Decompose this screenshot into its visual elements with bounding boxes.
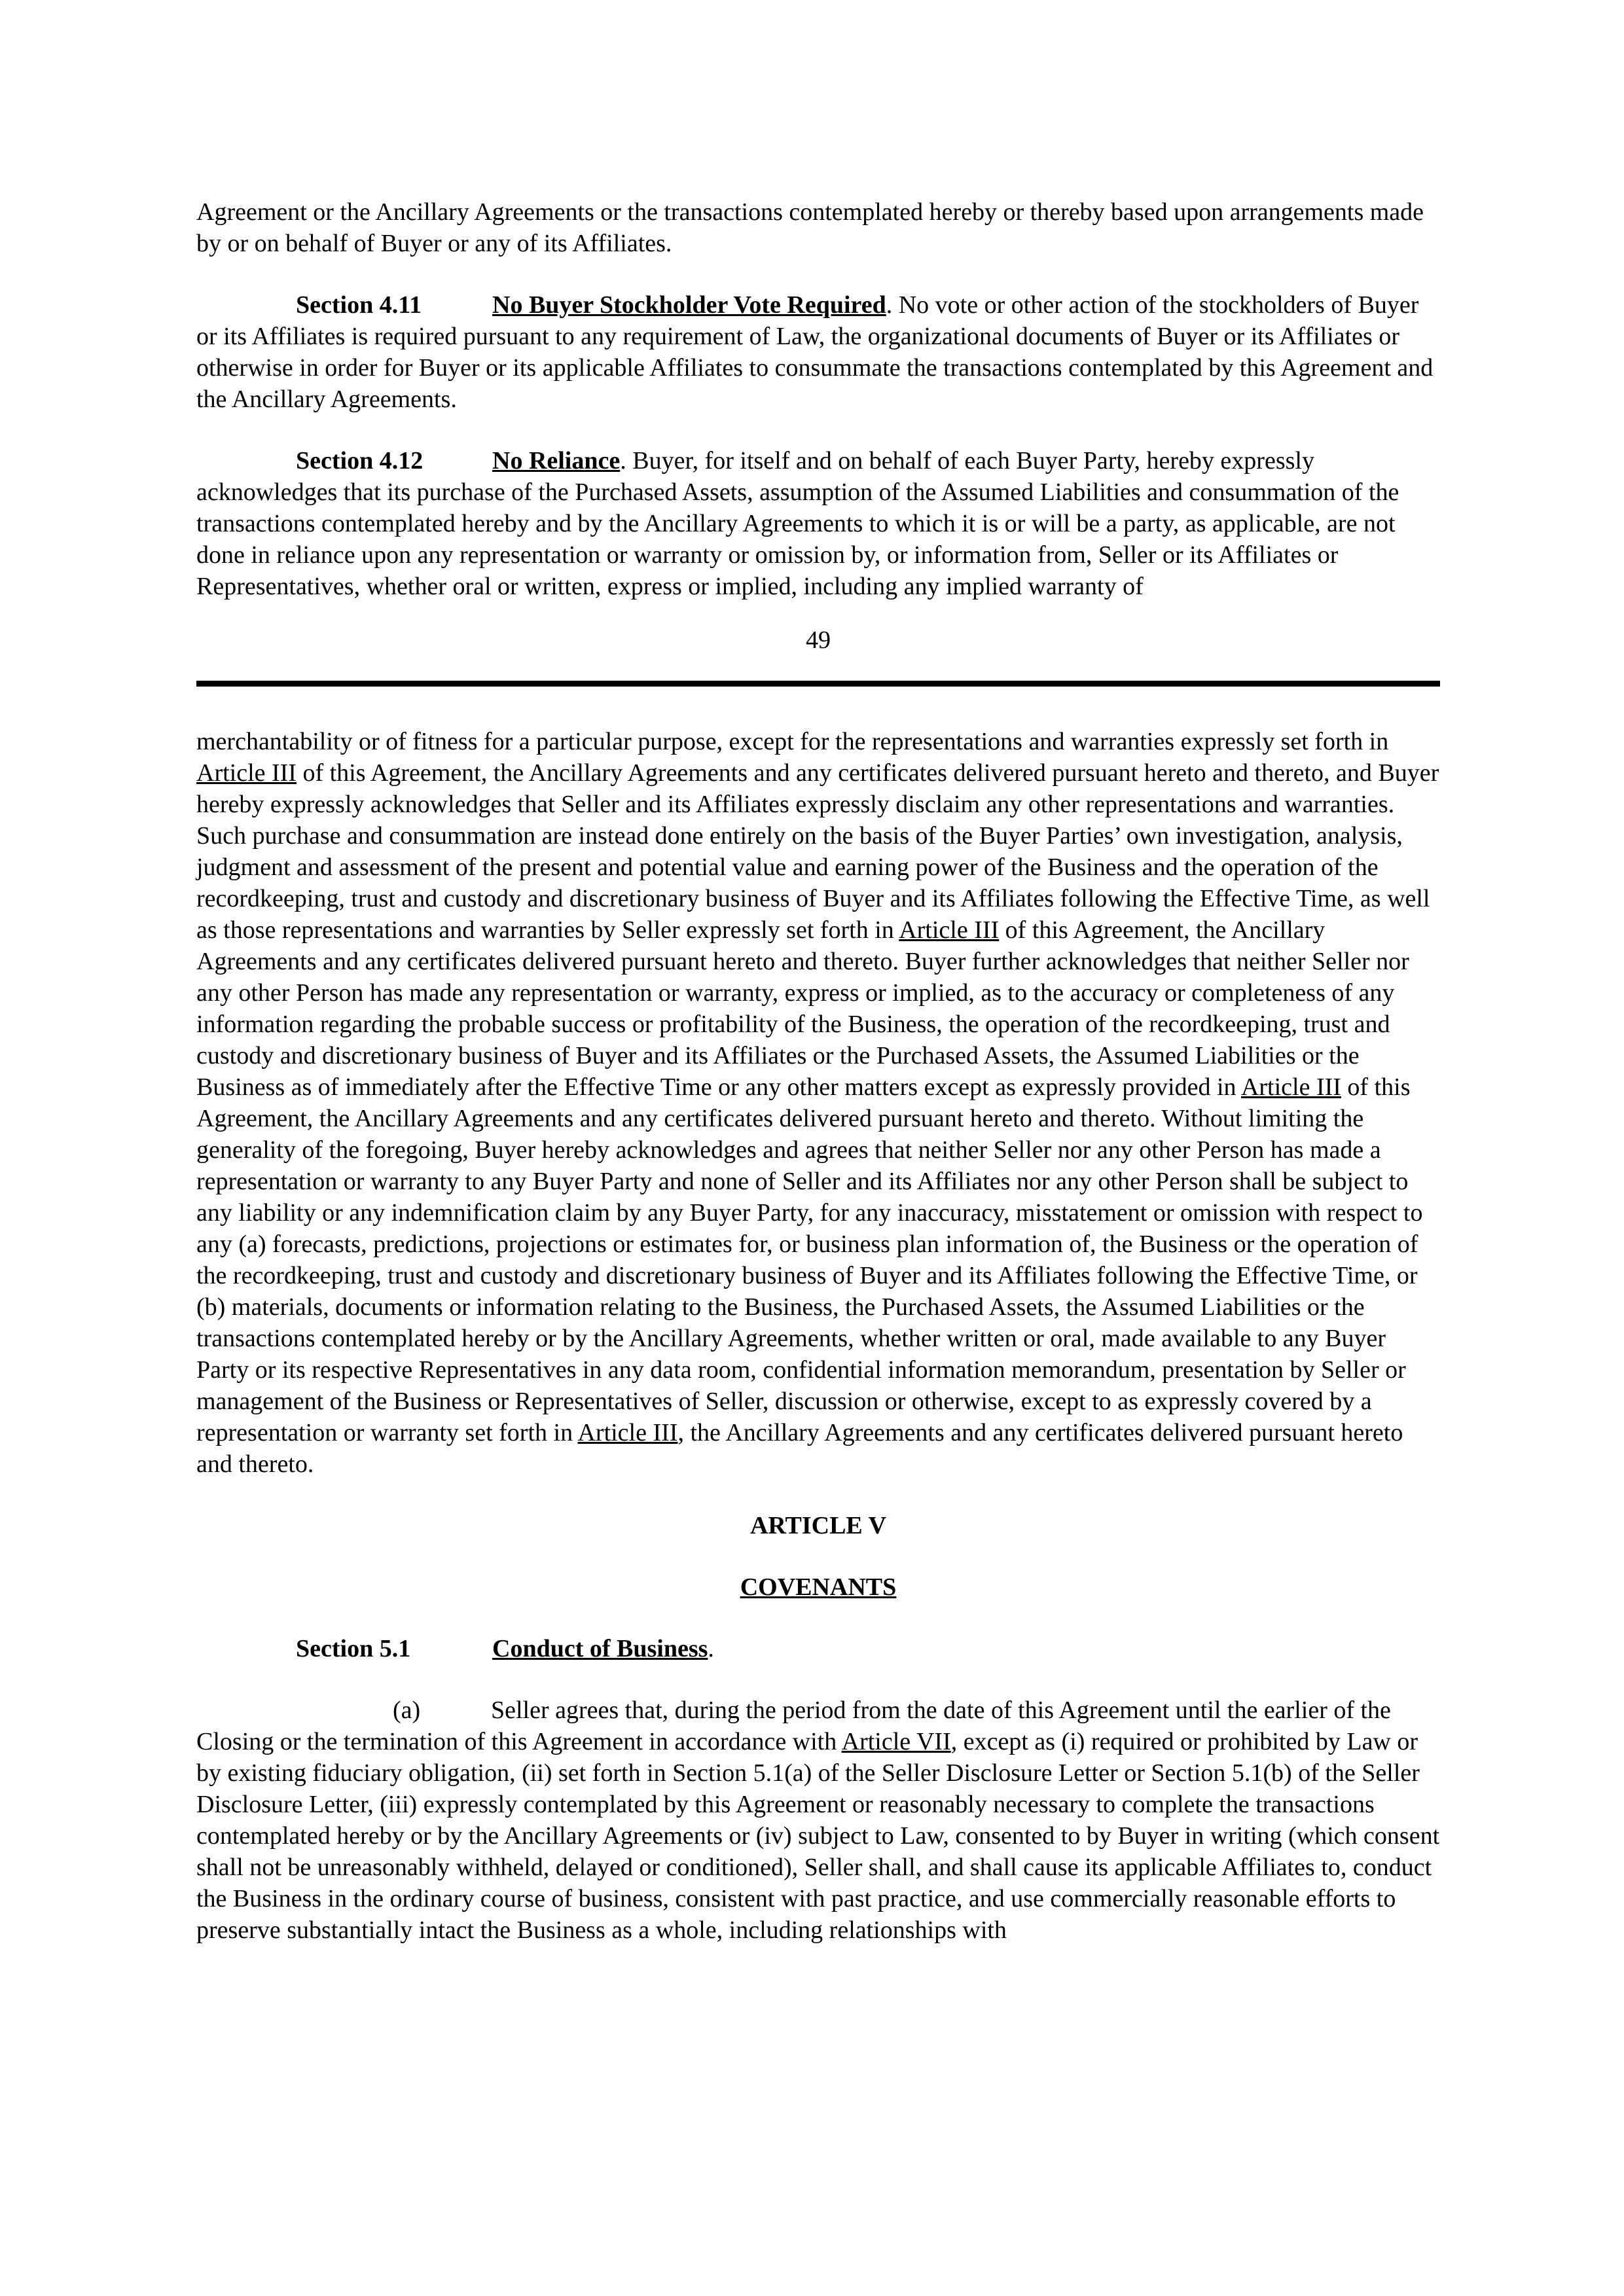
continuation-text-3: of this Agreement, the Ancillary Agreements and any certificates delivered pursuant hereto and thereto. Buyer further acknowledges that neither Seller nor any other Person has made any representation or warranty, express or implied, as to the accuracy or completeness of any information regarding the probable success or profitability of the Business, the operation of the recordkeeping, trust and custody and discretionary business of Buyer and its Affiliates or the Purchased Assets, the Assumed Liabilities or the Business as of immediately after the Effective Time or any other matters except as expressly provided in [196, 916, 1409, 1101]
section-4-11-paragraph [196, 289, 1440, 415]
article-vii-link[interactable]: Article VII [841, 1728, 951, 1755]
document-page [196, 196, 1440, 1946]
continuation-text-5: , the Ancillary Agreements and any certificates delivered pursuant hereto and thereto. [196, 1419, 1403, 1478]
article-title: COVENANTS [740, 1573, 897, 1601]
section-5-1-title: Conduct of Business [492, 1635, 708, 1662]
article-iii-link-2[interactable]: Article III [899, 916, 1000, 944]
section-4-12-continuation [196, 726, 1440, 1480]
section-4-12-paragraph [196, 445, 1440, 602]
continuation-text-1: merchantability or of fitness for a particular purpose, except for the representations and warranties expressly set forth in [196, 728, 1389, 755]
article-heading: ARTICLE V [749, 1512, 887, 1539]
subsection-a-text-2: , except as (i) required or prohibited by Law or by existing fiduciary obligation, (ii) set forth in Section 5.1(a) of the Seller Disclosure Letter or Section 5.1(b) of the Seller Disclosure Letter, (iii) expressly contemplated by this Agreement or reasonably necessary to complete the transactions contemplated hereby or by the Ancillary Agreements or (iv) subject to Law, consented to by Buyer in writing (which consent shall not be unreasonably withheld, delayed or conditioned), Seller shall, and shall cause its applicable Affiliates to, conduct the Business in the ordinary course of business, consistent with past practice, and use commercially reasonable efforts to preserve substantially intact the Business as a whole, including relationships with [196, 1728, 1440, 1944]
section-5-1-heading [196, 1633, 1440, 1664]
section-4-12-title: No Reliance [492, 447, 621, 475]
continuation-text-2: of this Agreement, the Ancillary Agreements and any certificates delivered pursuant hereto and thereto, and Buyer hereby expressly acknowledges that Seller and its Affiliates expressly disclaim any other representations and warranties. Such purchase and consummation are instead done entirely on the basis of the Buyer Parties’ own investigation, analysis, judgment and assessment of the present and potential value and earning power of the Business and the operation of the recordkeeping, trust and custody and discretionary business of Buyer and its Affiliates following the Effective Time, as well as those representations and warranties by Seller expressly set forth in [196, 759, 1439, 944]
article-iii-link-1[interactable]: Article III [196, 759, 297, 787]
article-iii-link-3[interactable]: Article III [1240, 1073, 1341, 1101]
subsection-a-label: (a) [393, 1696, 421, 1724]
subsection-a-paragraph [196, 1695, 1440, 1946]
section-4-12-number: Section 4.12 [296, 447, 424, 475]
page-break-rule [196, 681, 1440, 687]
page-number: 49 [806, 626, 831, 654]
section-4-11-number: Section 4.11 [296, 291, 422, 319]
section-4-11-text: . No vote or other action of the stockholders of Buyer or its Affiliates is required pursuant to any requirement of Law, the organizational documents of Buyer or its Affiliates or otherwise in order for Buyer or its applicable Affiliates to consummate the transactions contemplated by this Agreement and the Ancillary Agreements. [196, 291, 1434, 413]
section-4-12-text: . Buyer, for itself and on behalf of each Buyer Party, hereby expressly acknowledges that its purchase of the Purchased Assets, assumption of the Assumed Liabilities and consummation of the transactions contemplated hereby and by the Ancillary Agreements to which it is or will be a party, as applicable, are not done in reliance upon any representation or warranty or omission by, or information from, Seller or its Affiliates or Representatives, whether oral or written, express or implied, including any implied warranty of [196, 447, 1399, 600]
article-iii-link-4[interactable]: Article III [577, 1419, 678, 1446]
paragraph-continuation-top: Agreement or the Ancillary Agreements or the transactions contemplated hereby or thereby based upon arrangements made by or on behalf of Buyer or any of its Affiliates. [196, 198, 1424, 257]
section-4-11-title: No Buyer Stockholder Vote Required [492, 291, 886, 319]
subsection-a-text-1: Seller agrees that, during the period from the date of this Agreement until the earlier of the Closing or the termination of this Agreement in accordance with [196, 1696, 1391, 1755]
continuation-text-4: of this Agreement, the Ancillary Agreements and any certificates delivered pursuant hereto and thereto. Without limiting the generality of the foregoing, Buyer hereby acknowledges and agrees that neither Seller nor any other Person has made a representation or warranty to any Buyer Party and none of Seller and its Affiliates nor any other Person shall be subject to any liability or any indemnification claim by any Buyer Party, for any inaccuracy, misstatement or omission with respect to any (a) forecasts, predictions, projections or estimates for, or business plan information of, the Business or the operation of the recordkeeping, trust and custody and discretionary business of Buyer and its Affiliates following the Effective Time, or (b) materials, documents or information relating to the Business, the Purchased Assets, the Assumed Liabilities or the transactions contemplated hereby or by the Ancillary Agreements, whether written or oral, made available to any Buyer Party or its respective Representatives in any data room, confidential information memorandum, presentation by Seller or management of the Business or Representatives of Seller, discussion or otherwise, except to as expressly covered by a representation or warranty set forth in [196, 1073, 1423, 1446]
section-5-1-suffix: . [708, 1635, 714, 1662]
section-5-1-number: Section 5.1 [296, 1635, 411, 1662]
